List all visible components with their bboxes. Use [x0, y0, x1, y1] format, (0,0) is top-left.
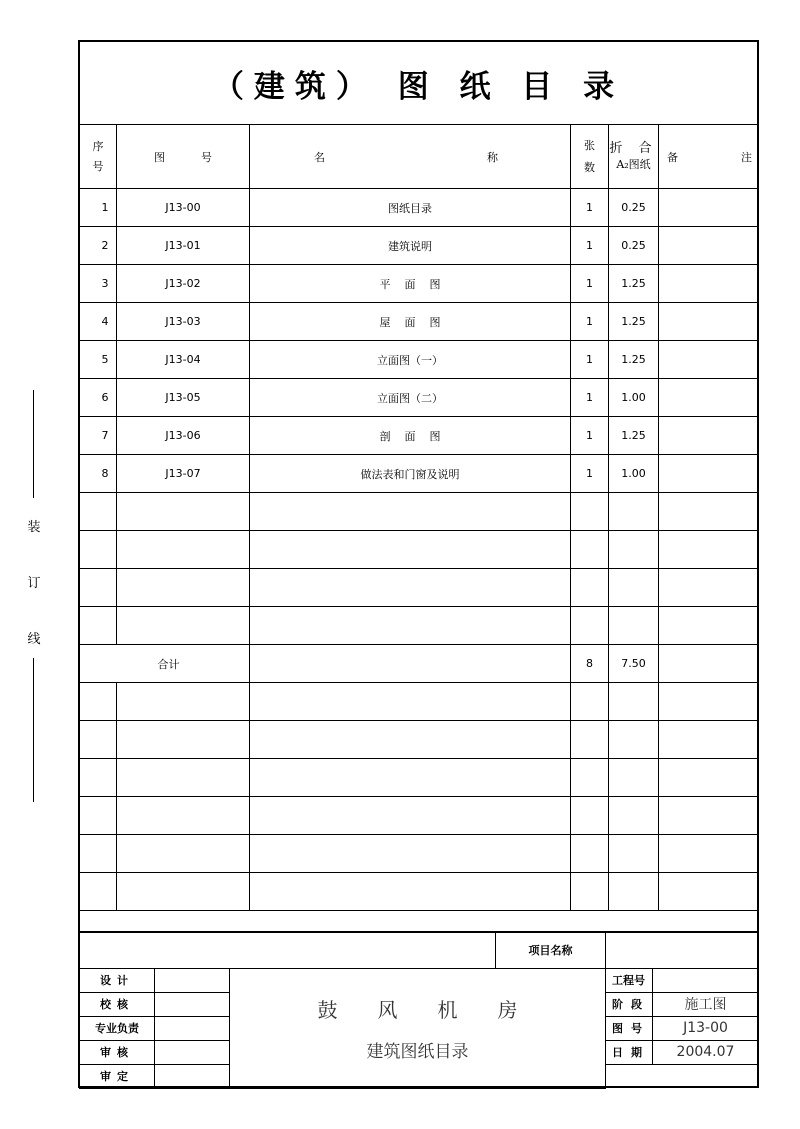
- total-remarks: [659, 645, 759, 683]
- row-sheets: 1: [571, 265, 609, 303]
- row-remarks: [659, 265, 759, 303]
- table-row-empty: [80, 835, 759, 873]
- project-name: 鼓风机房: [317, 998, 558, 1022]
- row-sheets: 1: [571, 379, 609, 417]
- table-row-empty: [80, 531, 759, 569]
- row-a2: 1.25: [609, 265, 659, 303]
- table-row-empty: [80, 493, 759, 531]
- header-note-left: 备: [667, 150, 678, 164]
- header-fold-top: 折 合: [609, 140, 658, 156]
- value-drawing-no: J13-00: [653, 1016, 759, 1040]
- row-drawing-no: J13-02: [117, 265, 250, 303]
- table-row-empty: [80, 607, 759, 645]
- row-a2: 0.25: [609, 227, 659, 265]
- row-a2: 1.25: [609, 341, 659, 379]
- row-sheets: 1: [571, 455, 609, 493]
- row-sheets: 1: [571, 303, 609, 341]
- row-drawing-no: J13-07: [117, 455, 250, 493]
- row-seq: 7: [80, 417, 117, 455]
- row-drawing-no: J13-01: [117, 227, 250, 265]
- label-stage: 阶段: [606, 992, 653, 1016]
- header-a2-equivalent: [609, 125, 659, 189]
- row-drawing-no: J13-06: [117, 417, 250, 455]
- row-sheets: 1: [571, 417, 609, 455]
- row-sheets: 1: [571, 341, 609, 379]
- binding-line-top: [33, 390, 34, 498]
- row-name: 屋面图: [250, 303, 571, 341]
- table-row: [80, 455, 759, 493]
- role-approve: 审定: [80, 1064, 155, 1088]
- row-a2: 0.25: [609, 189, 659, 227]
- header-name-left: 名: [314, 150, 325, 164]
- row-a2: 1.00: [609, 455, 659, 493]
- row-remarks: [659, 379, 759, 417]
- role-review: 审核: [80, 1040, 155, 1064]
- row-remarks: [659, 303, 759, 341]
- header-seq-char-1: 序: [92, 139, 104, 153]
- row-seq: 3: [80, 265, 117, 303]
- total-name: [250, 645, 571, 683]
- binding-char-2: 订: [27, 576, 41, 591]
- header-name-right: 称: [487, 150, 498, 164]
- label-drawing-no: 图号: [606, 1016, 653, 1040]
- value-project-no: [653, 968, 759, 992]
- role-discipline-lead: 专业负责: [80, 1016, 155, 1040]
- row-seq: 1: [80, 189, 117, 227]
- row-sheets: 1: [571, 227, 609, 265]
- header-sheets-char-2: 数: [584, 160, 595, 174]
- header-remarks: [659, 125, 759, 189]
- row-drawing-no: J13-05: [117, 379, 250, 417]
- row-remarks: [659, 417, 759, 455]
- row-name: 平面图: [250, 265, 571, 303]
- table-row: [80, 227, 759, 265]
- row-name: 立面图（二）: [250, 379, 571, 417]
- binding-line-marker: [22, 390, 46, 802]
- row-remarks: [659, 455, 759, 493]
- table-row-empty: [80, 873, 759, 911]
- row-a2: 1.00: [609, 379, 659, 417]
- row-remarks: [659, 341, 759, 379]
- table-header-row: [80, 125, 759, 189]
- table-row-empty: [80, 569, 759, 607]
- table-row: [80, 265, 759, 303]
- row-seq: 4: [80, 303, 117, 341]
- row-name: 建筑说明: [250, 227, 571, 265]
- total-a2: 7.50: [609, 645, 659, 683]
- label-project-no: 工程号: [606, 968, 653, 992]
- row-seq: 5: [80, 341, 117, 379]
- drawing-name: 建筑图纸目录: [366, 1042, 469, 1062]
- row-remarks: [659, 227, 759, 265]
- header-sheets: [571, 125, 609, 189]
- row-seq: 8: [80, 455, 117, 493]
- header-drawing-no: 图号: [117, 125, 250, 189]
- binding-char-3: 线: [27, 632, 41, 647]
- row-remarks: [659, 189, 759, 227]
- table-row: [80, 189, 759, 227]
- role-design: 设计: [80, 968, 155, 992]
- value-stage: 施工图: [653, 992, 759, 1016]
- value-date: 2004.07: [653, 1040, 759, 1064]
- label-date: 日期: [606, 1040, 653, 1064]
- binding-char-1: 装: [27, 520, 41, 535]
- row-name: 做法表和门窗及说明: [250, 455, 571, 493]
- header-sheets-char-1: 张: [584, 138, 595, 152]
- header-seq: [80, 125, 117, 189]
- header-note-right: 注: [741, 150, 752, 164]
- project-name-label: 项目名称: [496, 932, 606, 968]
- row-name: 立面图（一）: [250, 341, 571, 379]
- table-row: [80, 417, 759, 455]
- row-a2: 1.25: [609, 303, 659, 341]
- header-fold-bottom: A₂图纸: [616, 157, 651, 171]
- row-seq: 6: [80, 379, 117, 417]
- header-seq-char-2: 号: [92, 159, 104, 173]
- row-sheets: 1: [571, 189, 609, 227]
- table-row: [80, 303, 759, 341]
- table-row-empty: [80, 759, 759, 797]
- table-row-empty: [80, 683, 759, 721]
- row-name: 剖面图: [250, 417, 571, 455]
- title-block: [79, 931, 759, 1089]
- row-name: 图纸目录: [250, 189, 571, 227]
- total-label: 合计: [80, 645, 250, 683]
- table-row-empty: [80, 797, 759, 835]
- row-drawing-no: J13-03: [117, 303, 250, 341]
- drawing-list-table: [79, 124, 759, 911]
- row-a2: 1.25: [609, 417, 659, 455]
- row-drawing-no: J13-04: [117, 341, 250, 379]
- row-drawing-no: J13-00: [117, 189, 250, 227]
- binding-line-bottom: [33, 658, 34, 802]
- table-row-total: [80, 645, 759, 683]
- row-seq: 2: [80, 227, 117, 265]
- role-check: 校核: [80, 992, 155, 1016]
- header-name: [250, 125, 571, 189]
- drawing-title-area: [230, 968, 606, 1088]
- table-row: [80, 379, 759, 417]
- table-row: [80, 341, 759, 379]
- page-title: （建筑） 图 纸 目 录: [212, 68, 625, 105]
- total-sheets: 8: [571, 645, 609, 683]
- table-row-empty: [80, 721, 759, 759]
